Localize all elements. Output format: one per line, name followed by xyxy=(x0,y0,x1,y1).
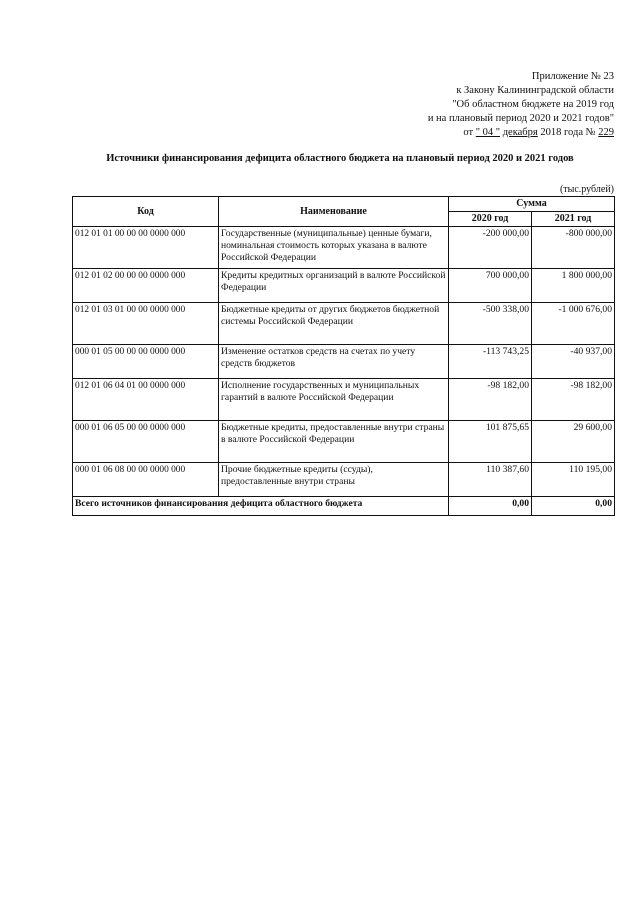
table-row xyxy=(73,269,615,303)
row-code: 012 01 01 00 00 00 0000 000 xyxy=(73,227,219,269)
row-value-2021: 29 600,00 xyxy=(532,421,615,463)
row-name: Изменение остатков средств на счетах по учету средств бюджетов xyxy=(219,345,449,379)
row-code: 012 01 06 04 01 00 0000 000 xyxy=(73,379,219,421)
row-name: Бюджетные кредиты от других бюджетов бюджетной системы Российской Федерации xyxy=(219,303,449,345)
total-label: Всего источников финансирования дефицита областного бюджета xyxy=(73,497,449,516)
header-name: Наименование xyxy=(219,197,449,227)
total-value-2021: 0,00 xyxy=(532,497,615,516)
table-row xyxy=(73,463,615,497)
date-day: " 04 " xyxy=(475,127,501,138)
row-value-2021: -98 182,00 xyxy=(532,379,615,421)
row-code: 012 01 03 01 00 00 0000 000 xyxy=(73,303,219,345)
row-code: 000 01 06 08 00 00 0000 000 xyxy=(73,463,219,497)
table-row xyxy=(73,303,615,345)
total-value-2020: 0,00 xyxy=(449,497,532,516)
row-value-2021: -40 937,00 xyxy=(532,345,615,379)
row-name: Исполнение государственных и муниципальных гарантий в валюте Российской Федерации xyxy=(219,379,449,421)
law-title-line2: и на плановый период 2020 и 2021 годов" xyxy=(427,113,614,124)
units-label: (тыс.рублей) xyxy=(559,184,614,195)
row-value-2020: -98 182,00 xyxy=(449,379,532,421)
row-value-2020: -200 000,00 xyxy=(449,227,532,269)
date-prefix: от xyxy=(463,127,476,138)
row-name: Бюджетные кредиты, предоставленные внутри страны в валюте Российской Федерации xyxy=(219,421,449,463)
appendix-header xyxy=(294,70,614,140)
row-value-2020: 101 875,65 xyxy=(449,421,532,463)
row-value-2020: -500 338,00 xyxy=(449,303,532,345)
header-sum: Сумма xyxy=(449,197,615,212)
law-number: 229 xyxy=(598,127,614,138)
table-row xyxy=(73,345,615,379)
row-name: Кредиты кредитных организаций в валюте Российской Федерации xyxy=(219,269,449,303)
row-code: 012 01 02 00 00 00 0000 000 xyxy=(73,269,219,303)
row-name: Государственные (муниципальные) ценные бумаги, номинальная стоимость которых указана в валюте Российской Федерации xyxy=(219,227,449,269)
row-value-2021: 1 800 000,00 xyxy=(532,269,615,303)
law-title-line1: "Об областном бюджете на 2019 год xyxy=(452,99,614,110)
appendix-number: Приложение № 23 xyxy=(531,71,614,82)
date-month: декабря xyxy=(502,127,538,138)
row-value-2020: 700 000,00 xyxy=(449,269,532,303)
table-row xyxy=(73,421,615,463)
header-code: Код xyxy=(73,197,219,227)
row-code: 000 01 06 05 00 00 0000 000 xyxy=(73,421,219,463)
row-value-2021: 110 195,00 xyxy=(532,463,615,497)
row-value-2020: 110 387,60 xyxy=(449,463,532,497)
table-row xyxy=(73,379,615,421)
total-row xyxy=(73,497,615,516)
table-row xyxy=(73,227,615,269)
header-2021: 2021 год xyxy=(532,212,615,227)
document-title: Источники финансирования дефицита областного бюджета на плановый период 2020 и 2021 годов xyxy=(106,153,574,164)
header-2020: 2020 год xyxy=(449,212,532,227)
row-value-2021: -1 000 676,00 xyxy=(532,303,615,345)
date-year: 2018 года № xyxy=(537,127,599,138)
row-code: 000 01 05 00 00 00 0000 000 xyxy=(73,345,219,379)
row-name: Прочие бюджетные кредиты (ссуды), предоставленные внутри страны xyxy=(219,463,449,497)
row-value-2021: -800 000,00 xyxy=(532,227,615,269)
law-date-line xyxy=(294,126,614,140)
row-value-2020: -113 743,25 xyxy=(449,345,532,379)
financing-sources-table xyxy=(72,196,615,516)
law-reference: к Закону Калининградской области xyxy=(456,85,614,96)
